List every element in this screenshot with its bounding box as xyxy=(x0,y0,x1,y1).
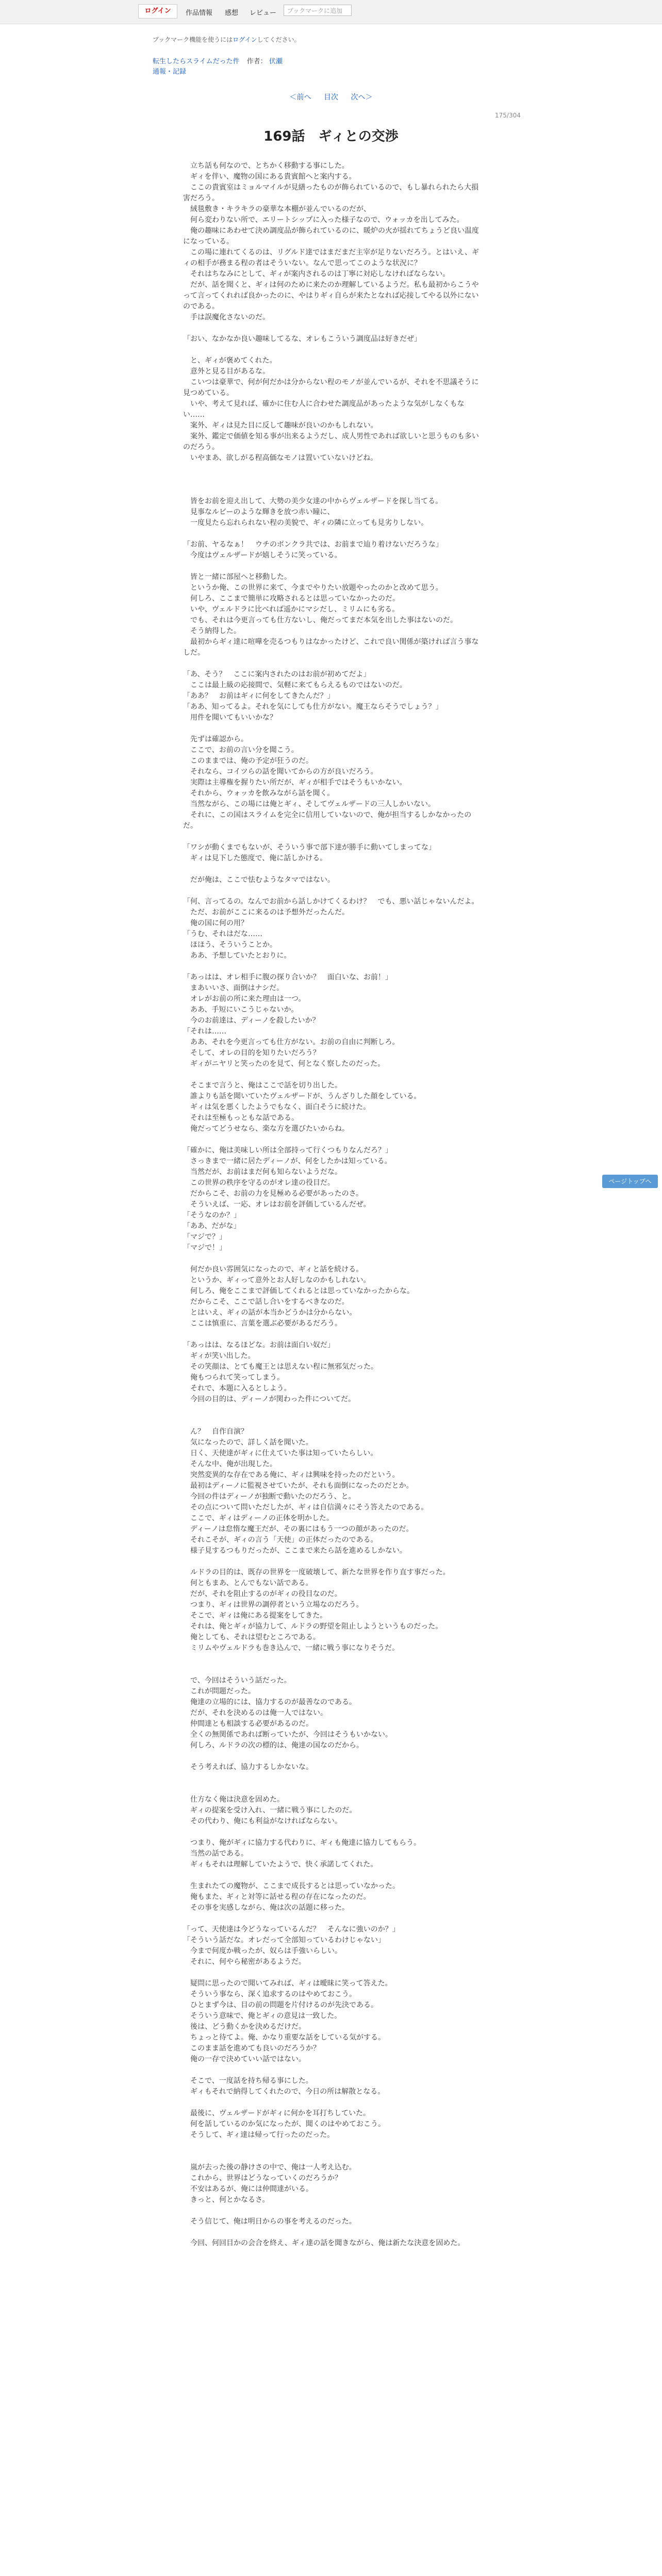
body-paragraph xyxy=(183,1405,482,1416)
body-paragraph xyxy=(183,485,482,496)
body-paragraph: 何ともまあ、とんでもない話である。 xyxy=(183,1579,313,1587)
body-paragraph: ほほう、そういうことか。 xyxy=(183,941,277,949)
body-paragraph xyxy=(183,345,482,355)
body-paragraph: 俺としても、それは望むところである。 xyxy=(183,1633,320,1641)
body-paragraph: ギィもそれで納得してくれたので、今日の所は解散となる。 xyxy=(183,2088,385,2096)
body-paragraph xyxy=(183,474,482,485)
body-paragraph: だからこそ、お前の力を見極める必要があったのさ。 xyxy=(183,1190,363,1198)
body-paragraph: 絨毯敷き・キラキラの豪華な本棚が並んでいるのだが、 xyxy=(183,205,371,213)
body-paragraph: そんな中、俺が出現した。 xyxy=(183,1460,277,1468)
body-paragraph: そう納得した。 xyxy=(183,627,241,635)
body-paragraph: こいつは豪華で、何が何だかは分からない程のモノが並んでいるが、それを不思議そうに見つめている。 xyxy=(183,378,479,397)
body-paragraph: 「マジで！」 xyxy=(183,1244,226,1252)
body-paragraph: 一度見たら忘れられない程の美貌で、ギィの隣に立っても見劣りしない。 xyxy=(183,519,428,527)
body-paragraph: 案外、鑑定で価値を知る事が出来るようだし、成人男性であれば欲しいと思うものも多いのだろう。 xyxy=(183,432,479,451)
body-paragraph: そういう事なら、深く追求するのはやめておこう。 xyxy=(183,1990,356,1998)
body-paragraph: 先ずは確認から。 xyxy=(183,735,248,743)
body-paragraph xyxy=(183,1913,482,1924)
body-paragraph: そういう意味で、俺とギィの意見は一致した。 xyxy=(183,2012,342,2020)
author-link[interactable]: 伏瀬 xyxy=(269,58,283,65)
body-paragraph: 生まれたての魔物が、ここまで成長するとは思っていなかった。 xyxy=(183,1882,400,1890)
body-paragraph: 「ああ、だがな」 xyxy=(183,1222,241,1230)
body-paragraph: そうして、ギィ達は帰って行ったのだった。 xyxy=(183,2131,335,2139)
body-paragraph xyxy=(183,1784,482,1794)
site-header xyxy=(0,0,662,24)
body-paragraph: 「そうなのか？」 xyxy=(183,1211,241,1219)
body-paragraph: 何しろ、俺をここまで評価してくれるとは思っていなかったからな。 xyxy=(183,1287,414,1295)
chapter-number: 175/304 xyxy=(495,112,521,119)
body-paragraph: それなら、コイツらの話を聞いてからの方が良いだろう。 xyxy=(183,768,378,776)
body-paragraph: 「それは…… xyxy=(183,1027,226,1036)
notice-login-link[interactable]: ログイン xyxy=(233,36,257,43)
body-paragraph xyxy=(183,2065,482,2076)
body-paragraph: 「何、言ってるの。なんでお前から話しかけてくるわけ？ でも、悪い話じゃないんだよ。 xyxy=(183,897,479,906)
body-paragraph: 気になったので、詳しく話を聞いた。 xyxy=(183,1438,313,1447)
body-paragraph: その点について問いただしたが、ギィは自信満々にそう答えたのである。 xyxy=(183,1503,428,1512)
body-paragraph: というか、ギィって意外とお人好しなのかもしれない。 xyxy=(183,1276,371,1284)
body-paragraph: そう信じて、俺は明日からの事を考えるのだった。 xyxy=(183,2217,356,2226)
bookmark-add-button[interactable]: ブックマークに追加 xyxy=(284,5,352,16)
body-paragraph xyxy=(183,658,482,669)
body-paragraph xyxy=(183,1253,482,1264)
body-paragraph: ルドラの目的は、既存の世界を一度破壊して、新たな世界を作り直す事だった。 xyxy=(183,1568,450,1577)
body-paragraph: だが、話を聞くと、ギィは何のために来たのか理解しているようだ。私も最初からこうやって言ってくれれば良かったのに、やはりギィ自らが来たとなれば応接してやる以外にないのである。 xyxy=(183,281,479,311)
body-paragraph: 俺もつられて笑ってしまう。 xyxy=(183,1374,284,1382)
body-paragraph: このまま話を進めても良いのだろうか？ xyxy=(183,2044,320,2053)
page-top-button[interactable]: ページトップへ xyxy=(602,1175,658,1188)
body-paragraph: 今回の目的は、ディーノが関わった件についてだ。 xyxy=(183,1395,356,1403)
body-paragraph: 俺もまた、ギィと対等に話せる程の存在になったのだ。 xyxy=(183,1893,371,1901)
body-paragraph xyxy=(183,464,482,474)
body-paragraph xyxy=(183,1751,482,1762)
body-paragraph xyxy=(183,2097,482,2108)
prev-chapter-link[interactable]: ＜前へ xyxy=(289,93,311,101)
body-paragraph: ここは慎重に、言葉を選ぶ必要があるだろう。 xyxy=(183,1319,342,1328)
body-paragraph: 最初はディーノに監視させていたが、それも面倒になったのだとか。 xyxy=(183,1482,413,1490)
body-paragraph: 何しろ、ここまで簡単に攻略されるとは思っていなかったのだ。 xyxy=(183,595,400,603)
body-paragraph: ああ、予想していたとおりに。 xyxy=(183,952,291,960)
body-paragraph: そして、オレの目的を知りたいだろう？ xyxy=(183,1049,320,1057)
body-paragraph: 仕方なく俺は決意を固めた。 xyxy=(183,1795,284,1804)
body-paragraph: そこで、一度話を持ち帰る事にした。 xyxy=(183,2077,313,2085)
body-paragraph: 様子見するつもりだったが、ここまで来たら話を進めるしかない。 xyxy=(183,1547,407,1555)
body-paragraph: 今まで何度か戦ったが、奴らは手強いらしい。 xyxy=(183,1947,342,1955)
body-paragraph xyxy=(183,2151,482,2162)
body-paragraph xyxy=(183,723,482,734)
body-paragraph: 突然変異的な存在である俺に、ギィは興味を持ったのだという。 xyxy=(183,1471,400,1479)
body-paragraph: それから、ウォッカを飲みながら話を聞く。 xyxy=(183,789,335,798)
body-paragraph: 何だか良い雰囲気になったので、ギィと話を続ける。 xyxy=(183,1265,363,1274)
body-paragraph xyxy=(183,2206,482,2216)
notice-suffix: してください。 xyxy=(257,36,301,43)
body-paragraph: さっきまで一緒に居たディーノが、何をしたかは知っている。 xyxy=(183,1157,392,1165)
body-paragraph: 当然ながら、この場には俺とギィ、そしてヴェルザードの三人しかいない。 xyxy=(183,800,436,808)
body-paragraph: ちょっと待てよ。俺、かなり重要な話をしている気がする。 xyxy=(183,2033,385,2042)
body-paragraph xyxy=(183,832,482,842)
body-paragraph: ここの貴賓室はミョルマイルが見繕ったものが飾られているので、もし暴れられたら大損害だろう。 xyxy=(183,183,479,202)
body-paragraph: それは至極もっともな話である。 xyxy=(183,1114,299,1122)
body-paragraph: 仲間達とも相談する必要があるのだ。 xyxy=(183,1720,313,1728)
body-paragraph: 実際は主導権を握りたい所だが、ギィが相手ではそうもいかない。 xyxy=(183,778,407,787)
body-paragraph: 俺の趣味にあわせて決め調度品が飾られているのに、暖炉の火が揺れてちょうど良い温度になっている。 xyxy=(183,227,479,246)
body-paragraph: だが、それを決めるのは俺一人ではない。 xyxy=(183,1709,327,1717)
body-paragraph xyxy=(183,1134,482,1145)
body-paragraph: ここで、ギィはディーノの正体を明かした。 xyxy=(183,1514,334,1522)
body-paragraph: ギィの提案を受け入れ、一緒に戦う事にしたのだ。 xyxy=(183,1806,357,1815)
body-paragraph: 当然の話である。 xyxy=(183,1850,248,1858)
body-paragraph: 用件を聞いてもいいかな？ xyxy=(183,714,277,722)
body-paragraph: 後は、どう動くかを決めるだけだ。 xyxy=(183,2023,306,2031)
body-paragraph xyxy=(183,323,482,334)
author-label: 作者： xyxy=(246,58,267,65)
body-paragraph: 「うむ、それはだな…… xyxy=(183,930,262,938)
body-paragraph: 当然だが、お前はまだ何も知らないようだな。 xyxy=(183,1168,342,1176)
chapter-title: 169話 ギィとの交渉 xyxy=(263,129,399,144)
body-paragraph: 俺の一存で決めていい話ではない。 xyxy=(183,2055,306,2063)
body-paragraph: ひとまず今は、目の前の問題を片付けるのが先決である。 xyxy=(183,2001,378,2009)
body-paragraph: それこそが、ギィの言う「天使」の正体だったのである。 xyxy=(183,1536,378,1544)
body-paragraph: 不安はあるが、俺には仲間達がいる。 xyxy=(183,2185,313,2193)
body-paragraph xyxy=(183,2141,482,2151)
chapter-pager xyxy=(0,92,662,102)
bookmark-notice xyxy=(153,35,301,44)
body-paragraph: ここで、お前の言い分を聞こう。 xyxy=(183,746,299,754)
body-paragraph: ミリムやヴェルドラも巻き込んで、一緒に戦う事になりそうだ。 xyxy=(183,1644,400,1652)
body-paragraph: ああ、手短にいこうじゃないか。 xyxy=(183,1006,299,1014)
body-paragraph: だが、それを阻止するのがギィの役目なのだ。 xyxy=(183,1590,342,1598)
body-paragraph: それに、この国はスライムを完全に信用していないので、俺が担当するしかなかったのだ。 xyxy=(183,811,472,830)
body-paragraph xyxy=(183,1870,482,1881)
body-paragraph: そういえば、一応、オレはお前を評価しているんだぜ。 xyxy=(183,1200,371,1209)
body-paragraph: ここは最上級の応接間で、気軽に来てもらえるものではないのだ。 xyxy=(183,681,407,689)
toc-link[interactable]: 目次 xyxy=(324,93,338,101)
body-paragraph: 「お前、ヤるなぁ！ ウチのボンクラ共では、お前まで辿り着けないだろうな」 xyxy=(183,540,443,549)
body-paragraph: だからこそ、ここで話し合いをするべきなのだ。 xyxy=(183,1298,349,1306)
body-paragraph: 「ああ？ お前はギィに何をしてきたんだ？」 xyxy=(183,692,335,700)
body-paragraph: で、今回はそういう話だった。 xyxy=(183,1676,291,1685)
body-paragraph: これが問題だった。 xyxy=(183,1687,255,1696)
body-paragraph: ああ、それを今更言っても仕方がない。お前の自由に判断しろ。 xyxy=(183,1038,400,1046)
body-paragraph: この世界の秩序を守るのがオレ達の役目だ。 xyxy=(183,1179,335,1187)
body-paragraph xyxy=(183,1556,482,1567)
body-paragraph: というか俺、この世界に来て、今までやりたい放題やったのかと改めて思う。 xyxy=(183,584,443,592)
body-paragraph xyxy=(183,1665,482,1675)
body-paragraph: 日く、天使達がギィに仕えていた事は知っていたらしい。 xyxy=(183,1449,378,1458)
body-paragraph: オレがお前の所に来た理由は一つ。 xyxy=(183,995,306,1003)
body-paragraph: 今度はヴェルザードが嬉しそうに笑っている。 xyxy=(183,551,342,560)
body-paragraph: その事を実感しながら、俺は次の話題に移った。 xyxy=(183,1904,349,1912)
body-paragraph: 案外、ギィは見た目に反して趣味が良いのかもしれない。 xyxy=(183,421,378,430)
body-paragraph: それに、何やら秘密があるようだ。 xyxy=(183,1958,306,1966)
body-paragraph: 俺の国に何の用？ xyxy=(183,919,248,927)
body-paragraph: 最初からギィ達に喧嘩を売るつもりはなかったけど、これで良い関係が築ければ言う事なしだ。 xyxy=(183,638,479,657)
body-paragraph: でも、それは今更言っても仕方ないし、俺だってまだ本気を出した事はないのだ。 xyxy=(183,616,457,624)
body-paragraph xyxy=(183,886,482,896)
work-meta xyxy=(153,56,283,65)
body-paragraph: 「あっはは、オレ相手に腹の探り合いか？ 面白いな、お前！」 xyxy=(183,973,392,981)
body-paragraph: そこまで言うと、俺はここで話を切り出した。 xyxy=(183,1081,342,1090)
body-paragraph: それで、本題に入るとしよう。 xyxy=(183,1384,291,1393)
body-paragraph: ギィもそれは理解していたようで、快く承諾してくれた。 xyxy=(183,1860,378,1869)
body-paragraph: 手は誤魔化さないのだ。 xyxy=(183,313,270,321)
body-paragraph xyxy=(183,1329,482,1340)
body-paragraph: 「あ、そう？ ここに案内されたのはお前が初めてだよ」 xyxy=(183,670,371,679)
body-paragraph: 何を話しているのか気になったが、聞くのはやめておこう。 xyxy=(183,2120,385,2128)
body-paragraph: ギィは見下した態度で、俺に話しかける。 xyxy=(183,854,327,862)
body-paragraph: まあいいさ、面倒はナシだ。 xyxy=(183,984,284,992)
body-paragraph xyxy=(183,2227,482,2238)
next-chapter-link[interactable]: 次へ＞ xyxy=(351,93,373,101)
body-paragraph: それは、俺とギィが協力して、ルドラの野望を阻止しようというものだった。 xyxy=(183,1622,443,1631)
body-paragraph: いやまあ、欲しがる程高価なモノは置いていないけどね。 xyxy=(183,454,378,462)
nav-work-info[interactable]: 作品情報 xyxy=(186,9,213,17)
body-paragraph: 嵐が去った後の静けさの中で、俺は一人考え込む。 xyxy=(183,2163,356,2172)
body-paragraph: 「あっはは、なるほどな。お前は面白い奴だ」 xyxy=(183,1341,335,1349)
body-paragraph: 見事なルビーのような輝きを放つ赤い瞳に、 xyxy=(183,508,335,516)
body-paragraph: 最後に、ヴェルザードがギィに何かを耳打ちしていた。 xyxy=(183,2109,371,2117)
body-paragraph xyxy=(183,1968,482,1978)
body-paragraph: 俺達の立場的には、協力するのが最善なのである。 xyxy=(183,1698,356,1706)
body-paragraph: ギィが笑い出した。 xyxy=(183,1352,255,1360)
body-paragraph: その笑顔は、とても魔王とは思えない程に無邪気だった。 xyxy=(183,1363,378,1371)
body-paragraph: 「って、天使達は今どうなっているんだ？ そんなに強いのか？」 xyxy=(183,1925,400,1934)
body-paragraph: 「ああ、知ってるよ。それを気にしても仕方がない。魔王ならそうでしょう？」 xyxy=(183,703,443,711)
body-paragraph: きっと、何とかなるさ。 xyxy=(183,2196,270,2204)
chapter-body xyxy=(183,161,482,2249)
body-paragraph xyxy=(183,561,482,572)
body-paragraph: ん？ 自作自演？ xyxy=(183,1428,248,1436)
body-paragraph: 「マジで？」 xyxy=(183,1233,226,1241)
body-paragraph: とはいえ、ギィの話が本当かどうかは分からない。 xyxy=(183,1309,357,1317)
body-paragraph: つまり、俺がギィに協力する代わりに、ギィも俺達に協力してもらう。 xyxy=(183,1839,421,1847)
body-paragraph: そう考えれば、協力するしかないな。 xyxy=(183,1763,313,1771)
body-paragraph: 今回、何回目かの会合を終え、ギィ達の話を聞きながら、俺は新たな決意を固めた。 xyxy=(183,2239,465,2247)
body-paragraph: ギィを伴い、魔物の国にある貴賓館へと案内する。 xyxy=(183,173,356,181)
body-paragraph: 立ち話も何なので、とちかく移動する事にした。 xyxy=(183,162,349,170)
body-paragraph: 「そういう話だな。オレだって全部知っているわけじゃない」 xyxy=(183,1936,385,1944)
body-paragraph: 誰よりも話を聞いていたヴェルザードが、うんざりした顔をしている。 xyxy=(183,1092,421,1100)
body-paragraph xyxy=(183,529,482,539)
body-paragraph: 何ら変わりない所で、エリートシップに入った様子なので、ウォッカを出してみた。 xyxy=(183,216,464,224)
body-paragraph: 意外と見る目があるな。 xyxy=(183,367,270,376)
body-paragraph: 今回の件はディーノが独断で動いたのだろう、と。 xyxy=(183,1493,356,1501)
report-link[interactable]: 通報・記録 xyxy=(153,68,187,76)
body-paragraph xyxy=(183,1654,482,1665)
body-paragraph: いや、ヴェルドラに比べれば遥かにマシだし、ミリムにも劣る。 xyxy=(183,605,400,614)
body-paragraph: ギィがニヤリと笑ったのを見て、何となく察したのだった。 xyxy=(183,1060,385,1068)
body-paragraph: 全くの無関係であれば断っていたが、今回はそうもいかない。 xyxy=(183,1731,392,1739)
series-title-link[interactable]: 転生したらスライムだった件 xyxy=(153,58,240,65)
notice-text: ブックマーク機能を使うには xyxy=(153,36,233,43)
body-paragraph: だが俺は、ここで怯むようなタマではない。 xyxy=(183,876,335,884)
body-paragraph: と、ギィが褒めてくれた。 xyxy=(183,357,277,365)
body-paragraph: 「確かに、俺は美味しい所は全部持って行くつもりなんだろ？」 xyxy=(183,1146,392,1155)
body-paragraph: 「おい、なかなか良い趣味してるな、オレもこういう調度品は好きだぜ」 xyxy=(183,335,421,343)
body-paragraph: ただ、お前がここに来るのは予想外だったんだ。 xyxy=(183,908,349,917)
body-paragraph: ギィは気を悪くしたようでもなく、面白そうに続けた。 xyxy=(183,1103,371,1111)
body-paragraph: この場に連れてくるのは、リグルド達ではまだまだ主宰が足りないだろう。とはいえ、ギィの相手が務まる程の者はそういない。なんで思ってこのような状況に？ xyxy=(183,248,479,267)
body-paragraph: 「ワシが動くまでもないが、そういう事で部下達が勝手に動いてしまってな」 xyxy=(183,843,436,852)
body-paragraph xyxy=(183,1416,482,1427)
body-paragraph: ディーノは怠惰な魔王だが、その裏にはもう一つの顔があったのだ。 xyxy=(183,1525,413,1533)
body-paragraph: 何しろ、ルドラの次の標的は、俺達の国なのだから。 xyxy=(183,1741,363,1750)
body-paragraph: その代わり、俺にも利益がなければならない。 xyxy=(183,1817,342,1825)
body-paragraph: 俺だってどうせなら、楽な方を選びたいからね。 xyxy=(183,1125,349,1133)
body-paragraph xyxy=(183,961,482,972)
body-paragraph xyxy=(183,1773,482,1784)
body-paragraph: そこで、ギィは俺にある提案をしてきた。 xyxy=(183,1612,327,1620)
body-paragraph: 皆をお前を迎え出して、大勢の美少女達の中からヴェルザードを探し当てる。 xyxy=(183,497,443,505)
nav-review[interactable]: レビュー xyxy=(250,9,277,17)
body-paragraph: つまり、ギィは世界の調停者という立場なのだろう。 xyxy=(183,1601,363,1609)
body-paragraph: 疑問に思ったので聞いてみれば、ギィは曖昧に笑って答えた。 xyxy=(183,1979,392,1988)
nav-impressions[interactable]: 感想 xyxy=(225,9,239,17)
body-paragraph xyxy=(183,864,482,875)
body-paragraph xyxy=(183,1827,482,1838)
body-paragraph xyxy=(183,1070,482,1080)
body-paragraph: 今のお前達は、ディーノを殺したいか？ xyxy=(183,1016,320,1025)
login-button[interactable]: ログイン xyxy=(138,4,177,19)
body-paragraph: 皆と一緒に部屋へと移動した。 xyxy=(183,573,291,581)
body-paragraph: いや、考えて見れば、確かに住む人に合わせた調度品があったような気がしなくもない…… xyxy=(183,400,465,419)
body-paragraph: このままでは、俺の予定が狂うのだ。 xyxy=(183,757,313,765)
body-paragraph: これから、世界はどうなっていくのだろうか？ xyxy=(183,2174,342,2182)
body-paragraph: それはちなみにとして、ギィが案内されるのは丁寧に対応しなければならない。 xyxy=(183,270,450,278)
